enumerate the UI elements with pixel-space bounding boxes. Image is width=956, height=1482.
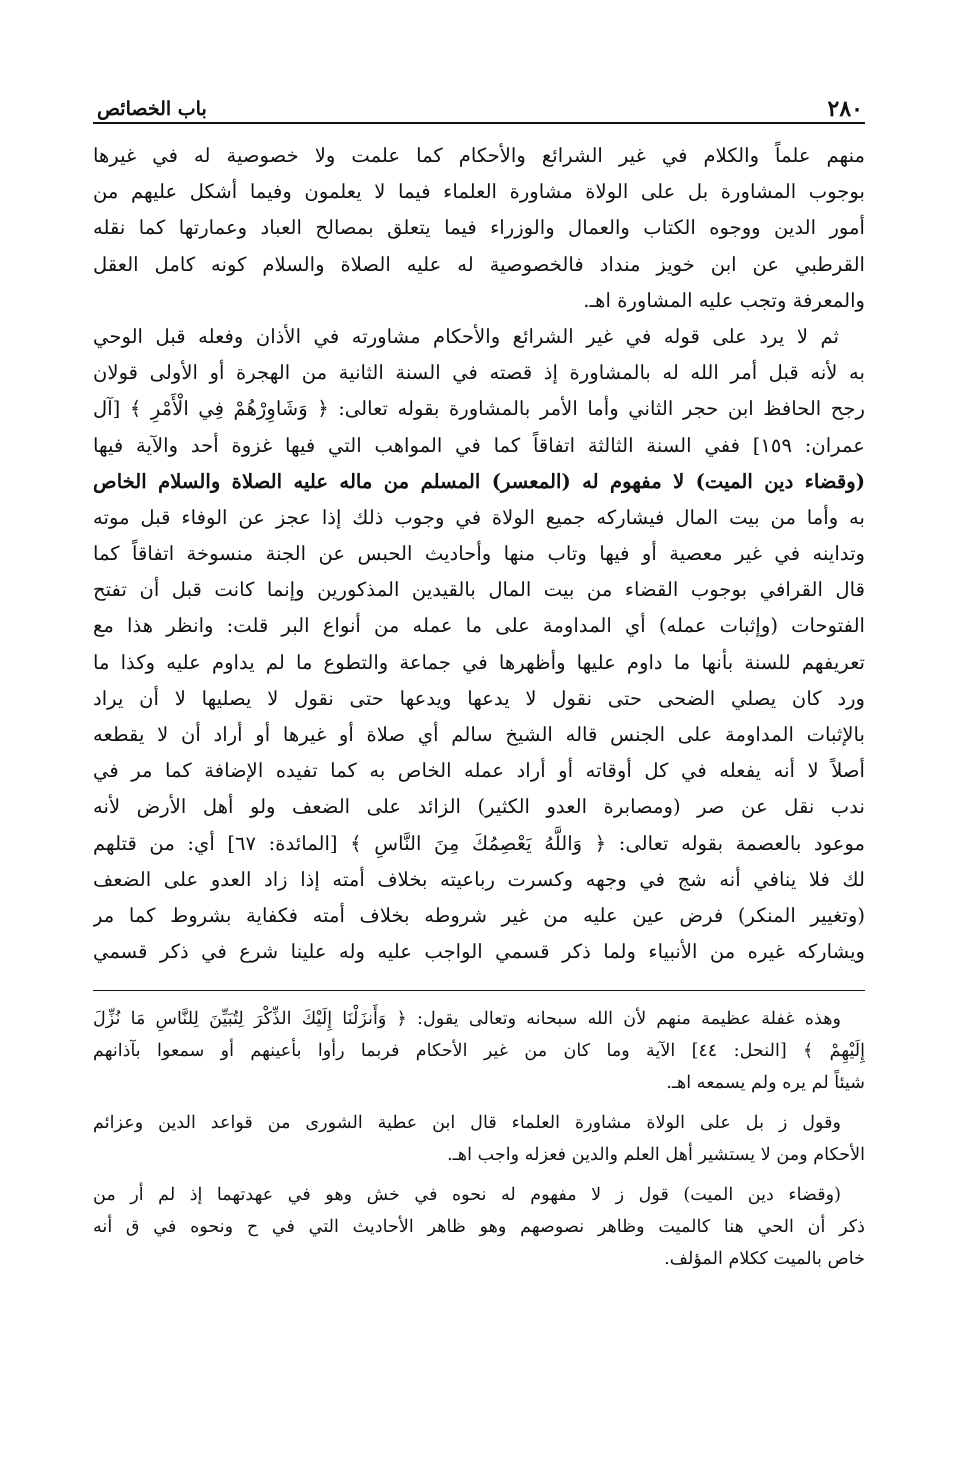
text-line: به لأنه قبل أمر الله له بالمشاورة إذ قصته في السنة الثانية من الهجرة أو الأولى قولان: [93, 361, 865, 385]
text-line: أصلاً لا أنه يفعله في كل أوقاته أو أراد عمله الخاص به كما تفيده الإضافة كما مر في: [93, 759, 865, 783]
text-line: ثم لا يرد على قوله في غير الشرائع والأحكام مشاورته في الأذان وفعله قبل الوحي: [93, 324, 839, 348]
book-page: [93, 88, 865, 1408]
footnote-line: إِلَيْهِمْ ﴾ [النحل: ٤٤] الآية وما كان من غير الأحكام فربما رأوا بأعينهم أو سمعوا بآذانهم: [93, 1041, 865, 1062]
text-line: موعود بالعصمة بقوله تعالى: ﴿ وَاللَّهُ يَعْصِمُكَ مِنَ النَّاسِ ﴾ [المائدة: ٦٧] أي: من قتلهم: [93, 831, 865, 855]
text-line: القرطبي عن ابن خويز منداد فالخصوصية له عليه الصلاة والسلام كونه كامل العقل: [93, 252, 865, 276]
text-line: قال القرافي بوجوب القضاء من بيت المال بالقيدين المذكورين وإنما كانت قبل أن تفتح: [93, 578, 865, 602]
footnote-line: وهذه غفلة عظيمة منهم لأن الله سبحانه وتعالى يقول: ﴿ وَأَنزَلْنَا إِلَيْكَ الذِّكْرَ لِتُبَيِّنَ لِلنَّاسِ مَا نُزِّلَ: [93, 1009, 841, 1030]
text-line: أمور الدين ووجوه الكتاب والعمال والوزراء فيما يتعلق بمصالح العباد وعمارتها كما نقله: [93, 216, 865, 240]
footnote-line: شيئاً لم يره ولم يسمعه اهـ.: [666, 1073, 865, 1094]
page-number: ٢٨٠: [827, 96, 863, 122]
main-text: [93, 138, 865, 970]
chapter-title: باب الخصائص: [97, 98, 207, 120]
text-line: منهم علماً والكلام في غير الشرائع والأحكام كما علمت ولا خصوصية له في غيرها: [93, 144, 865, 167]
text-line: (وقضاء دين الميت) لا مفهوم له (المعسر) المسلم من ماله عليه الصلاة والسلام الخاص: [93, 469, 865, 493]
footnotes: [93, 1003, 865, 1275]
footnote-divider: [93, 990, 865, 991]
footnote-line: خاص بالميت ككلام المؤلف.: [664, 1249, 865, 1270]
footnote-line: ذكر أن الحي هنا كالميت وظاهر نصوصهم وهو ظاهر الأحاديث التي في ح ونحوه في ق أنه: [93, 1217, 865, 1238]
text-line: ويشاركه غيره من الأنبياء ولما ذكر قسمي الواجب عليه وله علينا شرع في ذكر قسمي: [93, 940, 865, 964]
text-line: لك فلا ينافي أنه شج في وجهه وكسرت رباعيته بخلاف أمته إذا زاد العدو على الضعف: [93, 867, 865, 891]
text-line: رجح الحافظ ابن حجر الثاني وأما الأمر بالمشاورة بقوله تعالى: ﴿ وَشَاوِرْهُمْ فِي الْأَمْرِ ﴾ [آل: [93, 397, 865, 421]
text-line: بوجوب المشاورة بل على الولاة مشاورة العلماء فيما لا يعلمون وفيما أشكل عليهم من: [93, 180, 865, 204]
footnote-line: الأحكام ومن لا يستشير أهل العلم والدين فعزله واجب اهـ.: [447, 1145, 865, 1166]
text-line: ندب نقل عن صر (ومصابرة العدو الكثير) الزائد على الضعف ولو أهل الأرض لأنه: [93, 795, 865, 819]
footnote-line: وقول ز بل على الولاة مشاورة العلماء قال ابن عطية الشورى من قواعد الدين وعزائم: [93, 1113, 841, 1134]
text-line: وتداينه في غير معصية أو فيها وتاب منها وأحاديث الحبس عن الجنة منسوخة اتفاقاً كما: [93, 542, 865, 566]
text-line: عمران: ١٥٩] ففي السنة الثالثة اتفاقاً كما في المواهب التي فيها غزوة أحد والآية فيها: [93, 433, 865, 457]
text-line: (وتغيير المنكر) فرض عين عليه من غير شروطه بخلاف أمته فكفاية بشروط كما مر: [93, 903, 865, 927]
text-line: تعريفهم للسنة بأنها ما داوم عليها وأظهرها في جماعة والتطوع ما لم يداوم عليه وكذا ما: [93, 650, 865, 674]
text-line: الفتوحات (وإثبات عمله) أي المداومة على ما عمله من أنواع البر قلت: وانظر هذا مع: [93, 614, 865, 638]
page-header: [93, 88, 865, 124]
text-line: ورد كان يصلي الضحى حتى نقول لا يدعها ويدعها حتى نقول لا يصليها لا أن يراد: [93, 686, 865, 710]
text-line: بالإثبات المداومة على الجنس قاله الشيخ سالم أي صلاة أو غيرها أو أراد أن لا يقطعه: [93, 723, 865, 746]
footnote-line: (وقضاء دين الميت) قول ز لا مفهوم له نحوه في خش وهو في عهدتهما إذ لم أر من: [93, 1185, 841, 1206]
text-line: به وأما من بيت المال فيشاركه جميع الولاة في وجوب ذلك إذا عجز عن الوفاء قبل موته: [93, 505, 865, 529]
text-line: والمعرفة وتجب عليه المشاورة اهـ.: [583, 288, 865, 312]
